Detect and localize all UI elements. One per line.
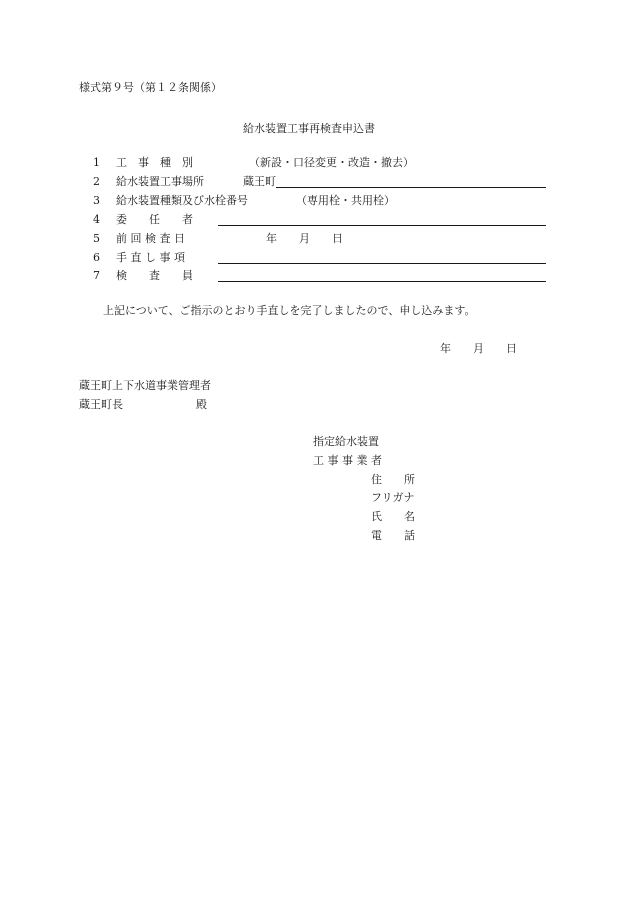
- previous-inspection-date[interactable]: 年 月 日: [266, 232, 343, 245]
- applicant-furigana-label: フリガナ: [371, 491, 415, 504]
- document-title: 給水装置工事再検査申込書: [243, 122, 375, 135]
- work-type-options: （新設・口径変更・改造・撤去）: [249, 156, 414, 169]
- applicant-phone-label: 電 話: [371, 529, 415, 542]
- delegate-label: 委 任 者: [116, 213, 193, 226]
- device-type-options: （専用栓・共用栓）: [296, 194, 395, 207]
- addressee-name: 蔵王町長: [79, 398, 123, 411]
- statement-text: 上記について、ご指示のとおり手直しを完了しましたので、申し込みます。: [103, 304, 476, 317]
- applicant-name-label: 氏 名: [371, 510, 415, 523]
- delegate-field[interactable]: [218, 225, 546, 226]
- applicant-address-label: 住 所: [371, 473, 415, 486]
- work-location-label: 給水装置工事場所: [116, 175, 204, 188]
- corrections-label: 手 直 し 事 項: [116, 251, 185, 264]
- previous-inspection-label: 前 回 検 査 日: [116, 232, 185, 245]
- work-location-field[interactable]: [276, 187, 546, 188]
- addressee-title: 蔵王町上下水道事業管理者: [79, 379, 211, 392]
- row-number: 6: [93, 251, 100, 264]
- addressee-honorific: 殿: [196, 398, 207, 411]
- work-location-town: 蔵王町: [243, 175, 276, 188]
- row-number: 1: [93, 156, 100, 169]
- row-number: 7: [93, 269, 100, 282]
- row-number: 2: [93, 175, 100, 188]
- applicant-title-line2: 工 事 事 業 者: [313, 454, 382, 467]
- corrections-field[interactable]: [218, 263, 546, 264]
- device-type-label: 給水装置種類及び水栓番号: [116, 194, 248, 207]
- inspector-label: 検 査 員: [116, 269, 193, 282]
- applicant-title-line1: 指定給水装置: [313, 435, 379, 448]
- application-date[interactable]: 年 月 日: [440, 342, 517, 355]
- row-number: 3: [93, 194, 100, 207]
- row-number: 4: [93, 213, 100, 226]
- work-type-label: 工 事 種 別: [116, 156, 193, 169]
- inspector-field[interactable]: [218, 281, 546, 282]
- form-number: 様式第９号（第１２条関係）: [79, 81, 222, 94]
- row-number: 5: [93, 232, 100, 245]
